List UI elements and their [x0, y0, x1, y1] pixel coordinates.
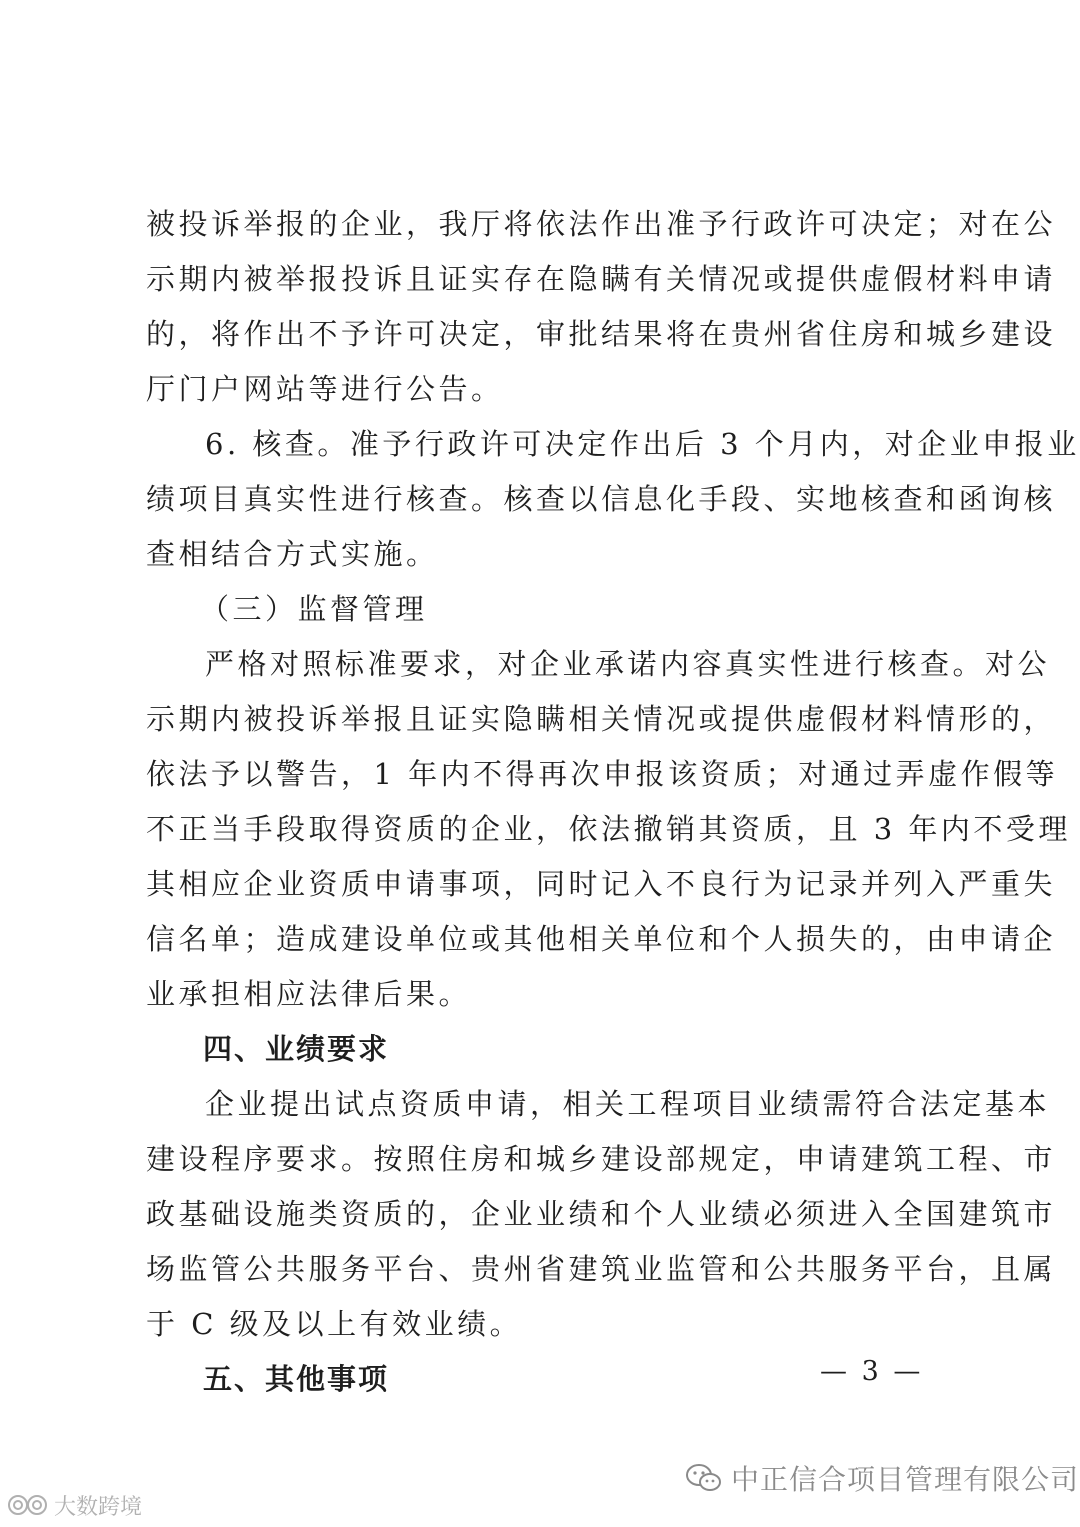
corner-watermark — [6, 1488, 142, 1522]
paragraph-line: 信名单；造成建设单位或其他相关单位和个人损失的，由申请企 — [146, 922, 1057, 956]
paragraph-line: 示期内被举报投诉且证实存在隐瞒有关情况或提供虚假材料申请 — [146, 262, 1057, 296]
paragraph-line: 企业提出试点资质申请，相关工程项目业绩需符合法定基本 — [205, 1087, 1051, 1121]
paragraph-line: 查相结合方式实施。 — [146, 537, 439, 571]
paragraph-line: 被投诉举报的企业，我厅将依法作出准予行政许可决定；对在公 — [146, 207, 1057, 241]
corner-mark-text: 大数跨境 — [54, 1494, 143, 1520]
paragraph-line: 政基础设施类资质的，企业业绩和个人业绩必须进入全国建筑市 — [146, 1197, 1057, 1231]
paragraph-line: 绩项目真实性进行核查。核查以信息化手段、实地核查和函询核 — [146, 482, 1057, 516]
paragraph-line: 严格对照标准要求，对企业承诺内容真实性进行核查。对公 — [205, 647, 1051, 681]
paragraph-line: 建设程序要求。按照住房和城乡建设部规定，申请建筑工程、市 — [146, 1142, 1057, 1176]
paragraph-line: 场监管公共服务平台、贵州省建筑业监管和公共服务平台，且属 — [146, 1252, 1057, 1286]
section-heading: （三）监督管理 — [200, 592, 428, 626]
paragraph-line: 的，将作出不予许可决定，审批结果将在贵州省住房和城乡建设 — [146, 317, 1057, 351]
paragraph-line: 依法予以警告，1 年内不得再次申报该资质；对通过弄虚作假等 — [146, 757, 1059, 791]
paragraph-line: 示期内被投诉举报且证实隐瞒相关情况或提供虚假材料情形的， — [146, 702, 1057, 736]
paragraph-line: 6. 核查。准予行政许可决定作出后 3 个月内，对企业申报业 — [205, 427, 1080, 461]
wechat-icon — [685, 1462, 723, 1494]
paragraph-line: 其相应企业资质申请事项，同时记入不良行为记录并列入严重失 — [146, 867, 1057, 901]
paragraph-line: 厅门户网站等进行公告。 — [146, 372, 504, 406]
section-heading: 四、业绩要求 — [203, 1032, 390, 1066]
camera-lens-icon — [6, 1493, 50, 1517]
paragraph-line: 业承担相应法律后果。 — [146, 977, 472, 1011]
section-heading: 五、其他事项 — [203, 1362, 390, 1396]
page-number: — 3 — — [820, 1356, 924, 1387]
watermark-text: 中正信合项目管理有限公司 — [731, 1463, 1080, 1496]
paragraph-line: 不正当手段取得资质的企业，依法撤销其资质，且 3 年内不受理 — [146, 812, 1071, 846]
wechat-watermark — [685, 1458, 1079, 1498]
paragraph-line: 于 C 级及以上有效业绩。 — [146, 1307, 523, 1341]
